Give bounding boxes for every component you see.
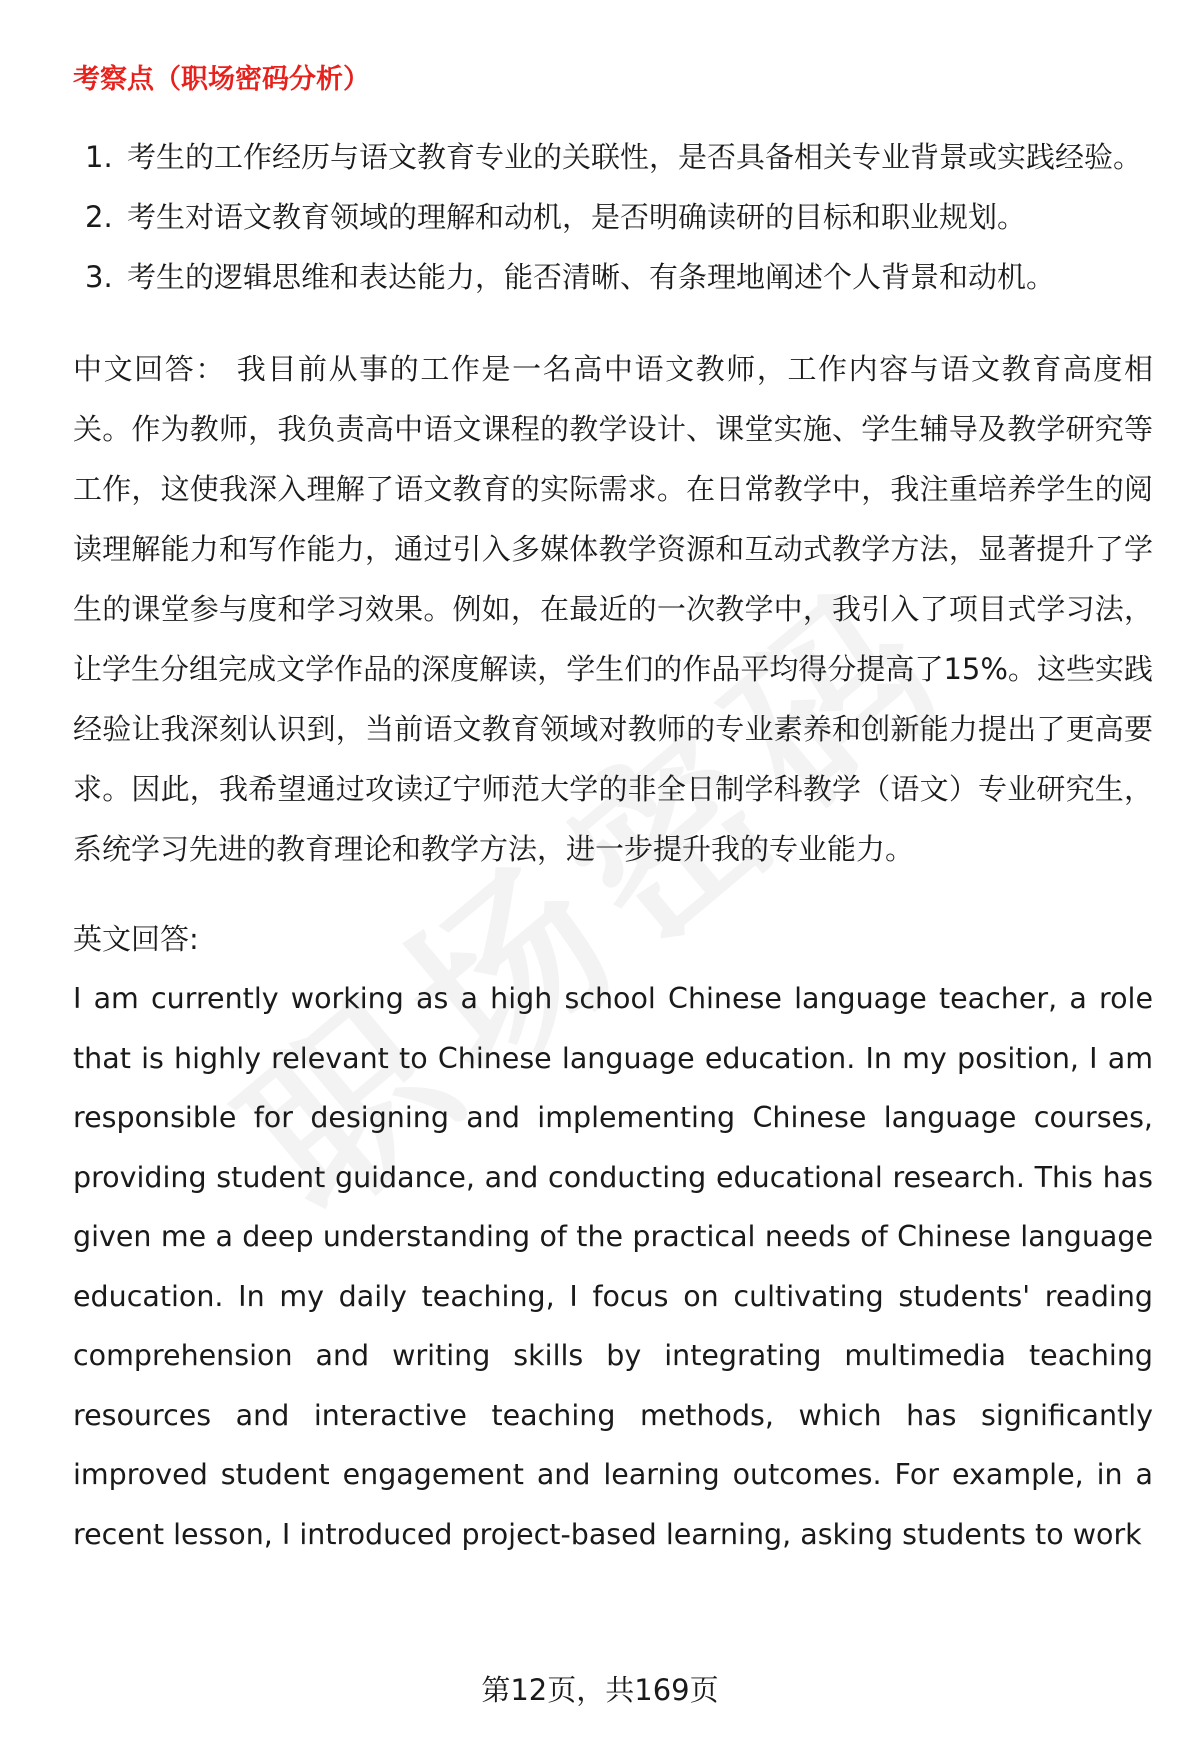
chinese-answer: 中文回答： 我目前从事的工作是一名高中语文教师，工作内容与语文教育高度相关。作为教师，我负责高中语文课程的教学设计、课堂实施、学生辅导及教学研究等工作，这使我深入理解了语文教育的实际需求。在日常教学中，我注重培养学生的阅读理解能力和写作能力，通过引入多媒体教学资源和互动式教学方法，显著提升了学生的课堂参与度和学习效果。例如，在最近的一次教学中，我引入了项目式学习法，让学生分组完成文学作品的深度解读，学生们的作品平均得分提高了15%。这些实践经验让我深刻认识到，当前语文教育领域对教师的专业素养和创新能力提出了更高要求。因此，我希望通过攻读辽宁师范大学的非全日制学科教学（语文）专业研究生，系统学习先进的教育理论和教学方法，进一步提升我的专业能力。 bbox=[73, 352, 1153, 866]
section-title: 考察点（职场密码分析） bbox=[73, 64, 370, 95]
english-answer: I am currently working as a high school Chinese language teacher, a role that is highly relevant to Chinese language education. In my position, I am responsible for designing and implementing Chinese language courses, providing student guidance, and conducting educational research. This has given me a deep understanding of the practical needs of Chinese language education. In my daily teaching, I focus on cultivating students' reading comprehension and writing skills by integrating multimedia teaching resources and interactive teaching methods, which has significantly improved student engagement and learning outcomes. For example, in a recent lesson, I introduced project-based learning, asking students to work bbox=[73, 982, 1153, 1551]
points-list bbox=[73, 127, 1153, 307]
list-item-text: 考生对语文教育领域的理解和动机，是否明确读研的目标和职业规划。 bbox=[127, 200, 1027, 234]
list-number: 2. bbox=[85, 200, 113, 234]
list-item-text: 考生的逻辑思维和表达能力，能否清晰、有条理地阐述个人背景和动机。 bbox=[127, 260, 1056, 294]
list-item bbox=[73, 127, 1153, 187]
list-item bbox=[73, 187, 1153, 247]
list-number: 3. bbox=[85, 260, 113, 294]
list-item-text: 考生的工作经历与语文教育专业的关联性，是否具备相关专业背景或实践经验。 bbox=[127, 140, 1143, 174]
list-number: 1. bbox=[85, 140, 113, 174]
english-answer-label: 英文回答: bbox=[73, 922, 199, 956]
page-footer: 第12页，共169页 bbox=[481, 1673, 719, 1707]
list-item bbox=[73, 247, 1153, 307]
page-content bbox=[73, 55, 1153, 1564]
